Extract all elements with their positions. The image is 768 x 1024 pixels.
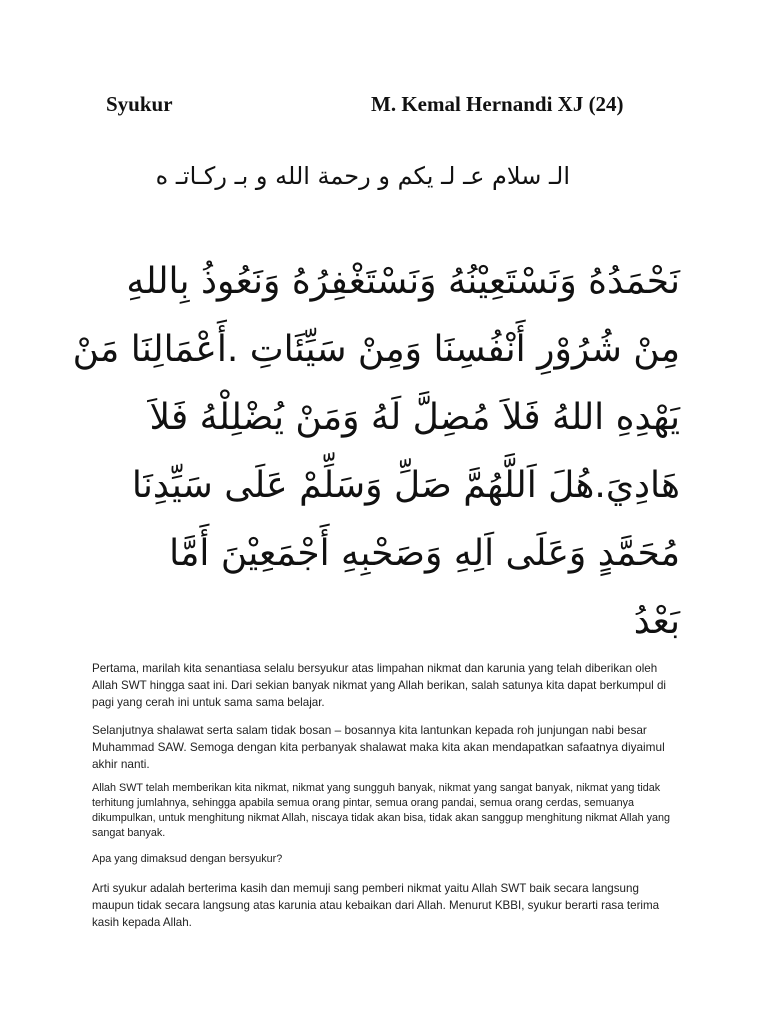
prayer-line: مِنْ شُرُوْرِ أَنْفُسِنَا وَمِنْ سَيِّئَاتِ .أَعْمَالِنَا مَنْ <box>72 329 680 370</box>
prayer-line: نَحْمَدُهُ وَنَسْتَعِيْنُهُ وَنَسْتَغْفِرُهُ وَنَعُوذُ بِاللهِ <box>126 261 680 302</box>
prayer-line: مُحَمَّدٍ وَعَلَى اَلِهِ وَصَحْبِهِ أَجْمَعِيْنَ أَمَّا <box>169 533 680 574</box>
paragraph-shalawat: Selanjutnya shalawat serta salam tidak bosan – bosannya kita lantunkan kepada roh junjungan nabi besar Muhammad SAW. Semoga dengan kita perbanyak shalawat maka kita akan mendapatkan safaatnya diyaimul akhir nanti. <box>92 723 665 771</box>
prayer-line: هَادِيَ.هُلَ اَللَّهُمَّ صَلِّ وَسَلِّمْ عَلَى سَيِّدِنَا <box>131 465 680 506</box>
paragraph-blessings: Allah SWT telah memberikan kita nikmat, nikmat yang sungguh banyak, nikmat yang sangat banyak, nikmat yang tidak terhitung jumlahnya, sehingga apabila semua orang pintar, semua orang pandai, semua orang cerdas, semuanya dikumpulkan, untuk menghitung nikmat Allah, niscaya tidak akan bisa, tidak akan sanggup menghitung nikmat Allah yang sangat banyak. <box>92 782 670 839</box>
paragraph-question: Apa yang dimaksud dengan bersyukur? <box>92 853 283 865</box>
opening-prayer <box>72 248 680 656</box>
paragraph-definition: Arti syukur adalah berterima kasih dan memuji sang pemberi nikmat yaitu Allah SWT baik secara langsung maupun tidak secara langsung atas karunia atau kebaikan dari Allah. Menurut KBBI, syukur berarti rasa terima kasih kepada Allah. <box>92 882 660 929</box>
document-header <box>0 92 768 122</box>
document-title: Syukur <box>106 92 173 116</box>
prayer-line: بَعْدُ <box>633 601 680 642</box>
paragraph-gratitude: Pertama, marilah kita senantiasa selalu bersyukur atas limpahan nikmat dan karunia yang telah diberikan oleh Allah SWT hingga saat ini. Dari sekian banyak nikmat yang Allah berikan, salah satunya kita dapat berkumpul di pagi yang cerah ini untuk sama sama belajar. <box>92 662 666 709</box>
prayer-line: يَهْدِهِ اللهُ فَلاَ مُضِلَّ لَهُ وَمَنْ يُضْلِلْهُ فَلاَ <box>149 397 680 438</box>
author-name: M. Kemal Hernandi XJ (24) <box>371 92 624 116</box>
salam-greeting: الـ سلام عـ لـ يكم و رحمة الله و بـ ركـاتـ ه <box>155 162 570 190</box>
